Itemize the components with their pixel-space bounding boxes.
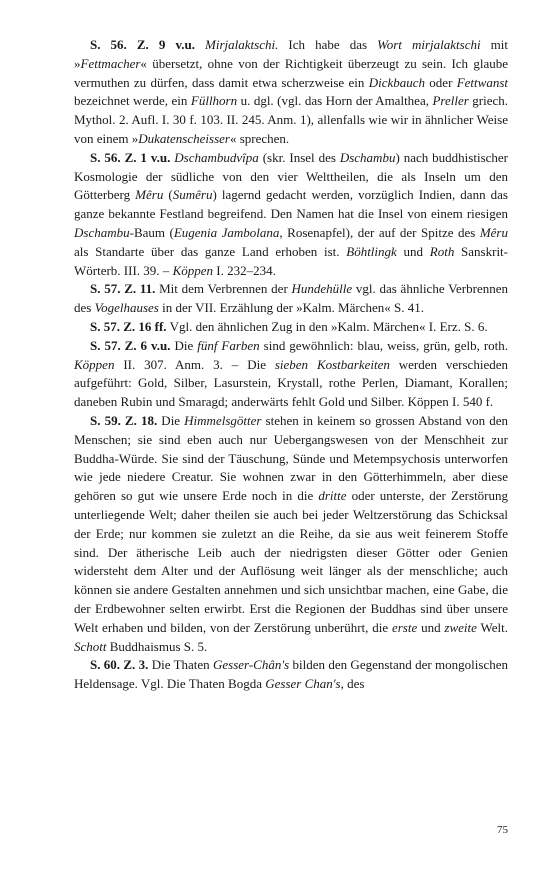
emphasis-term: Dschambu bbox=[74, 224, 130, 240]
note-entry bbox=[74, 149, 508, 281]
entry-text: stehen in keinem so grossen Abstand von den Menschen; sie sind eben auch nur Uebergangswesen von der Menschheit zur Buddha-Würde. Sie sind der Täuschung, Sünde und Metempsychosis unterworfen wie jede niedere Creatur. Sie wohnen zwar in den Götterhimmeln, aber diese gehören so gut wie unsere Erde noch in die bbox=[74, 412, 508, 504]
entry-text: Mit dem Verbrennen der bbox=[155, 281, 292, 297]
entry-text: Buddhaismus S. 5. bbox=[106, 638, 208, 654]
entry-text: bezeichnet werde, ein bbox=[74, 93, 191, 109]
entry-text: als Standarte über das ganze Land erhoben ist. bbox=[74, 243, 347, 259]
entry-text bbox=[195, 37, 205, 52]
entry-text: Die bbox=[170, 337, 198, 353]
entry-text: bilden den Gegenstand der mongolischen Heldensage. Vgl. Die Thaten Bogda bbox=[74, 657, 508, 692]
entry-text: ) nach buddhistischer Kosmologie der südliche von den vier Welttheilen, die als Inseln um den Götterberg bbox=[74, 149, 508, 203]
entry-reference: S. 60. Z. 3. bbox=[90, 657, 149, 673]
entry-reference: S. 59. Z. 18. bbox=[90, 412, 158, 428]
entry-text: mit » bbox=[74, 37, 509, 71]
entry-text: Rosenapfel), der auf der Spitze des bbox=[282, 224, 480, 240]
entry-text: sind gewöhnlich: blau, weiss, grün, gelb, roth. bbox=[259, 337, 509, 353]
entry-text: , des bbox=[340, 676, 365, 692]
entry-text: Ich habe das bbox=[278, 37, 378, 52]
entry-text: ( bbox=[163, 187, 173, 203]
emphasis-term: Hundehülle bbox=[291, 281, 353, 297]
emphasis-term: Preller bbox=[432, 93, 469, 109]
entry-text: u. dgl. (vgl. das Horn der Amalthea, bbox=[237, 93, 433, 109]
emphasis-term: dritte bbox=[318, 488, 347, 504]
entry-reference: S. 57. Z. 6 v.u. bbox=[90, 337, 171, 353]
entry-text: in der VII. Erzählung der »Kalm. Märchen« S. 41. bbox=[158, 300, 424, 316]
page-body bbox=[74, 36, 508, 694]
entry-text: -Baum ( bbox=[129, 224, 174, 240]
emphasis-term: Gesser-Chân's bbox=[213, 657, 290, 673]
emphasis-term: Mêru bbox=[479, 224, 508, 240]
emphasis-term: Dukatenscheisser bbox=[138, 130, 230, 146]
emphasis-term: Wort mirjalaktschi bbox=[377, 37, 481, 52]
emphasis-term: Fettmacher bbox=[80, 55, 141, 71]
emphasis-term: Gesser Chan's bbox=[265, 676, 341, 692]
entry-text: Welt. bbox=[476, 619, 508, 635]
note-entry bbox=[74, 280, 508, 318]
note-entry bbox=[74, 412, 508, 656]
emphasis-term: Mirjalaktschi. bbox=[205, 37, 279, 52]
entry-text: griech. Mythol. 2. Aufl. I. 30 f. 103. II. 245. Anm. 1), allenfalls wie wir in ähnlicher Weise von einem » bbox=[74, 93, 509, 146]
emphasis-term: sieben Kostbarkeiten bbox=[274, 356, 390, 372]
entry-reference: S. 57. Z. 11. bbox=[90, 281, 156, 297]
entry-text: « sprechen. bbox=[229, 130, 290, 146]
emphasis-term: Böhtlingk bbox=[346, 243, 397, 259]
entry-text: II. 307. Anm. 3. – Die bbox=[114, 356, 275, 372]
emphasis-term: Dickbauch bbox=[368, 74, 425, 90]
entry-text: oder bbox=[425, 74, 457, 90]
entry-text: Sanskrit-Wörterb. III. 39. – bbox=[74, 243, 509, 278]
emphasis-term: Füllhorn bbox=[190, 93, 238, 109]
entry-text: Vgl. den ähnlichen Zug in den »Kalm. Märchen« I. Erz. S. 6. bbox=[166, 318, 488, 334]
entry-text: und bbox=[396, 243, 430, 259]
entry-text: und bbox=[417, 619, 445, 635]
entry-text: oder unterste, der Zerstörung unterliegende Welt; daher theilen sie auch bei jeder Weltzerstörung das Schicksal der Erde; nur kommen sie zuletzt an die Reihe, da sie aus weit feinerem Stoffe sind. Der ätherische Leib auch der niedrigsten dieser Götter oder Genien widersteht dem Alter und der Auflösung weit länger als der menschliche; auch können sie andere Gestalten annehmen und sich unsichtbar machen, eine Gabe, die der Erdbewohner selten erwirbt. Erst die Regionen der Buddhas sind über unsere Welt erhaben und bilden, von der Zerstörung unberührt, die bbox=[74, 488, 509, 635]
entry-text: I. 232–234. bbox=[213, 262, 276, 278]
emphasis-term: Köppen bbox=[172, 262, 214, 278]
note-entry bbox=[74, 656, 508, 694]
emphasis-term: Sumêru bbox=[172, 187, 213, 203]
emphasis-term: Köppen bbox=[74, 356, 115, 372]
emphasis-term: Eugenia Jambolana, bbox=[173, 224, 283, 240]
entry-reference: S. 56. Z. 9 v.u. bbox=[90, 37, 195, 52]
note-entry bbox=[74, 337, 508, 412]
entry-text: vgl. das ähnliche Verbrennen des bbox=[74, 281, 509, 316]
entry-reference: S. 57. Z. 16 ff. bbox=[90, 318, 167, 334]
emphasis-term: fünf Farben bbox=[197, 337, 260, 353]
emphasis-term: Dschambu bbox=[339, 149, 396, 165]
page-number: 75 bbox=[497, 824, 508, 836]
emphasis-term: Fettwanst bbox=[456, 74, 508, 90]
entry-text: « übersetzt, ohne von der Richtigkeit überzeugt zu sein. Ich glaube vermuthen zu dürfen, dass damit etwa scherzweise ein bbox=[74, 55, 508, 90]
entry-text: Die Thaten bbox=[148, 657, 213, 673]
entry-text: (skr. Insel des bbox=[258, 149, 340, 165]
entry-reference: S. 56. Z. 1 v.u. bbox=[90, 149, 171, 165]
entry-text: werden verschieden aufgeführt: Gold, Silber, Lasurstein, Krystall, rothe Perlen, Diamant, Korallen; daneben Rubin und Smaragd; anderwärts fehlt Gold und Silber. Köppen I. 540 f. bbox=[74, 356, 508, 410]
emphasis-term: zweite bbox=[444, 619, 477, 635]
note-entry bbox=[74, 318, 508, 337]
emphasis-term: Roth bbox=[429, 243, 455, 259]
emphasis-term: Himmelsgötter bbox=[184, 412, 262, 428]
note-entry bbox=[74, 36, 508, 149]
emphasis-term: Vogelhauses bbox=[94, 300, 159, 316]
emphasis-term: erste bbox=[391, 619, 418, 635]
emphasis-term: Schott bbox=[74, 638, 107, 654]
entry-text: ) lagernd gedacht werden, vorzüglich Indien, dann das ganze bekannte Festland begreifend. Den Namen hat die Insel von einem riesigen bbox=[74, 187, 508, 222]
emphasis-term: Mêru bbox=[135, 187, 164, 203]
emphasis-term: Dschambudvîpa bbox=[174, 149, 259, 165]
entry-text: Die bbox=[157, 412, 185, 428]
